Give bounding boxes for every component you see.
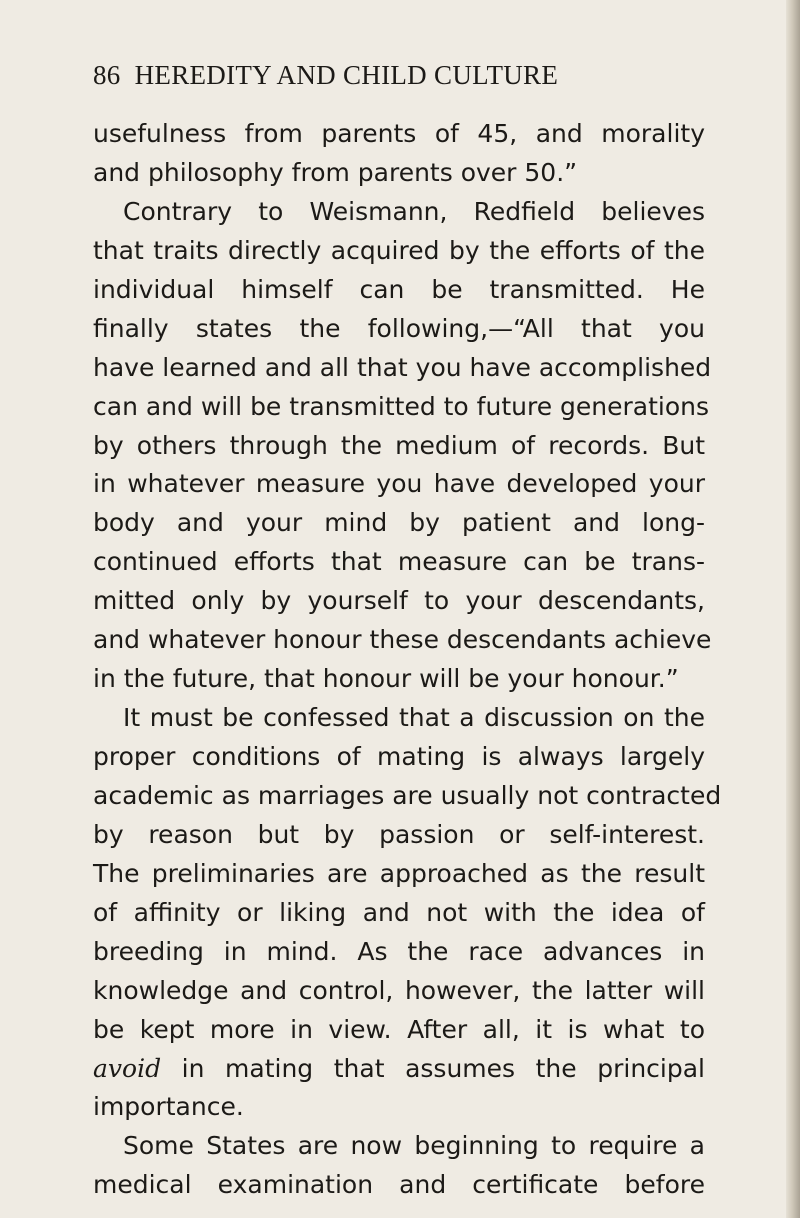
- text-line-with-italic: [93, 1050, 705, 1089]
- paragraph-start-line: It must be confessed that a discussion on the: [123, 703, 705, 733]
- page-number: 86: [93, 60, 121, 90]
- text-line: mitted only by yourself to your descendants,: [93, 586, 705, 616]
- text-line: academic as marriages are usually not contracted: [93, 780, 722, 810]
- text-line: and philosophy from parents over 50.”: [93, 157, 578, 187]
- text-line: can and will be transmitted to future generations: [93, 391, 710, 421]
- text-line: and whatever honour these descendants achieve: [93, 625, 712, 655]
- text-line-rest: in mating that assumes the principal: [181, 1053, 705, 1083]
- text-line: finally states the following,—“All that you: [93, 313, 705, 343]
- body-text: [93, 115, 722, 1205]
- text-line: continued efforts that measure can be trans-: [93, 547, 705, 577]
- text-line: individual himself can be transmitted. He: [93, 274, 705, 304]
- page-edge-shadow: [786, 0, 800, 1218]
- text-line: body and your mind by patient and long-: [93, 508, 705, 538]
- running-head: [93, 60, 713, 91]
- text-line: in the future, that honour will be your honour.”: [93, 664, 679, 694]
- running-title: HEREDITY AND CHILD CULTURE: [134, 60, 559, 90]
- text-line: by others through the medium of records. But: [93, 430, 705, 460]
- text-line: knowledge and control, however, the latter will: [93, 975, 705, 1005]
- paragraph-start-line: Some States are now beginning to require a: [123, 1131, 705, 1161]
- text-line: be kept more in view. After all, it is what to: [93, 1014, 705, 1044]
- text-line: in whatever measure you have developed your: [93, 469, 705, 499]
- text-line: that traits directly acquired by the efforts of the: [93, 235, 705, 265]
- text-line: importance.: [93, 1092, 244, 1122]
- text-line: usefulness from parents of 45, and morality: [93, 119, 705, 148]
- text-line: by reason but by passion or self-interest.: [93, 819, 705, 849]
- text-line: breeding in mind. As the race advances in: [93, 936, 705, 966]
- text-line: medical examination and certificate before: [93, 1170, 705, 1200]
- text-line: of affinity or liking and not with the idea of: [93, 897, 705, 927]
- text-line: have learned and all that you have accomplished: [93, 352, 712, 382]
- paragraph-start-line: Contrary to Weismann, Redfield believes: [123, 196, 705, 226]
- italic-word: avoid: [93, 1053, 162, 1083]
- text-line: The preliminaries are approached as the result: [93, 858, 705, 888]
- text-line: proper conditions of mating is always largely: [93, 742, 705, 771]
